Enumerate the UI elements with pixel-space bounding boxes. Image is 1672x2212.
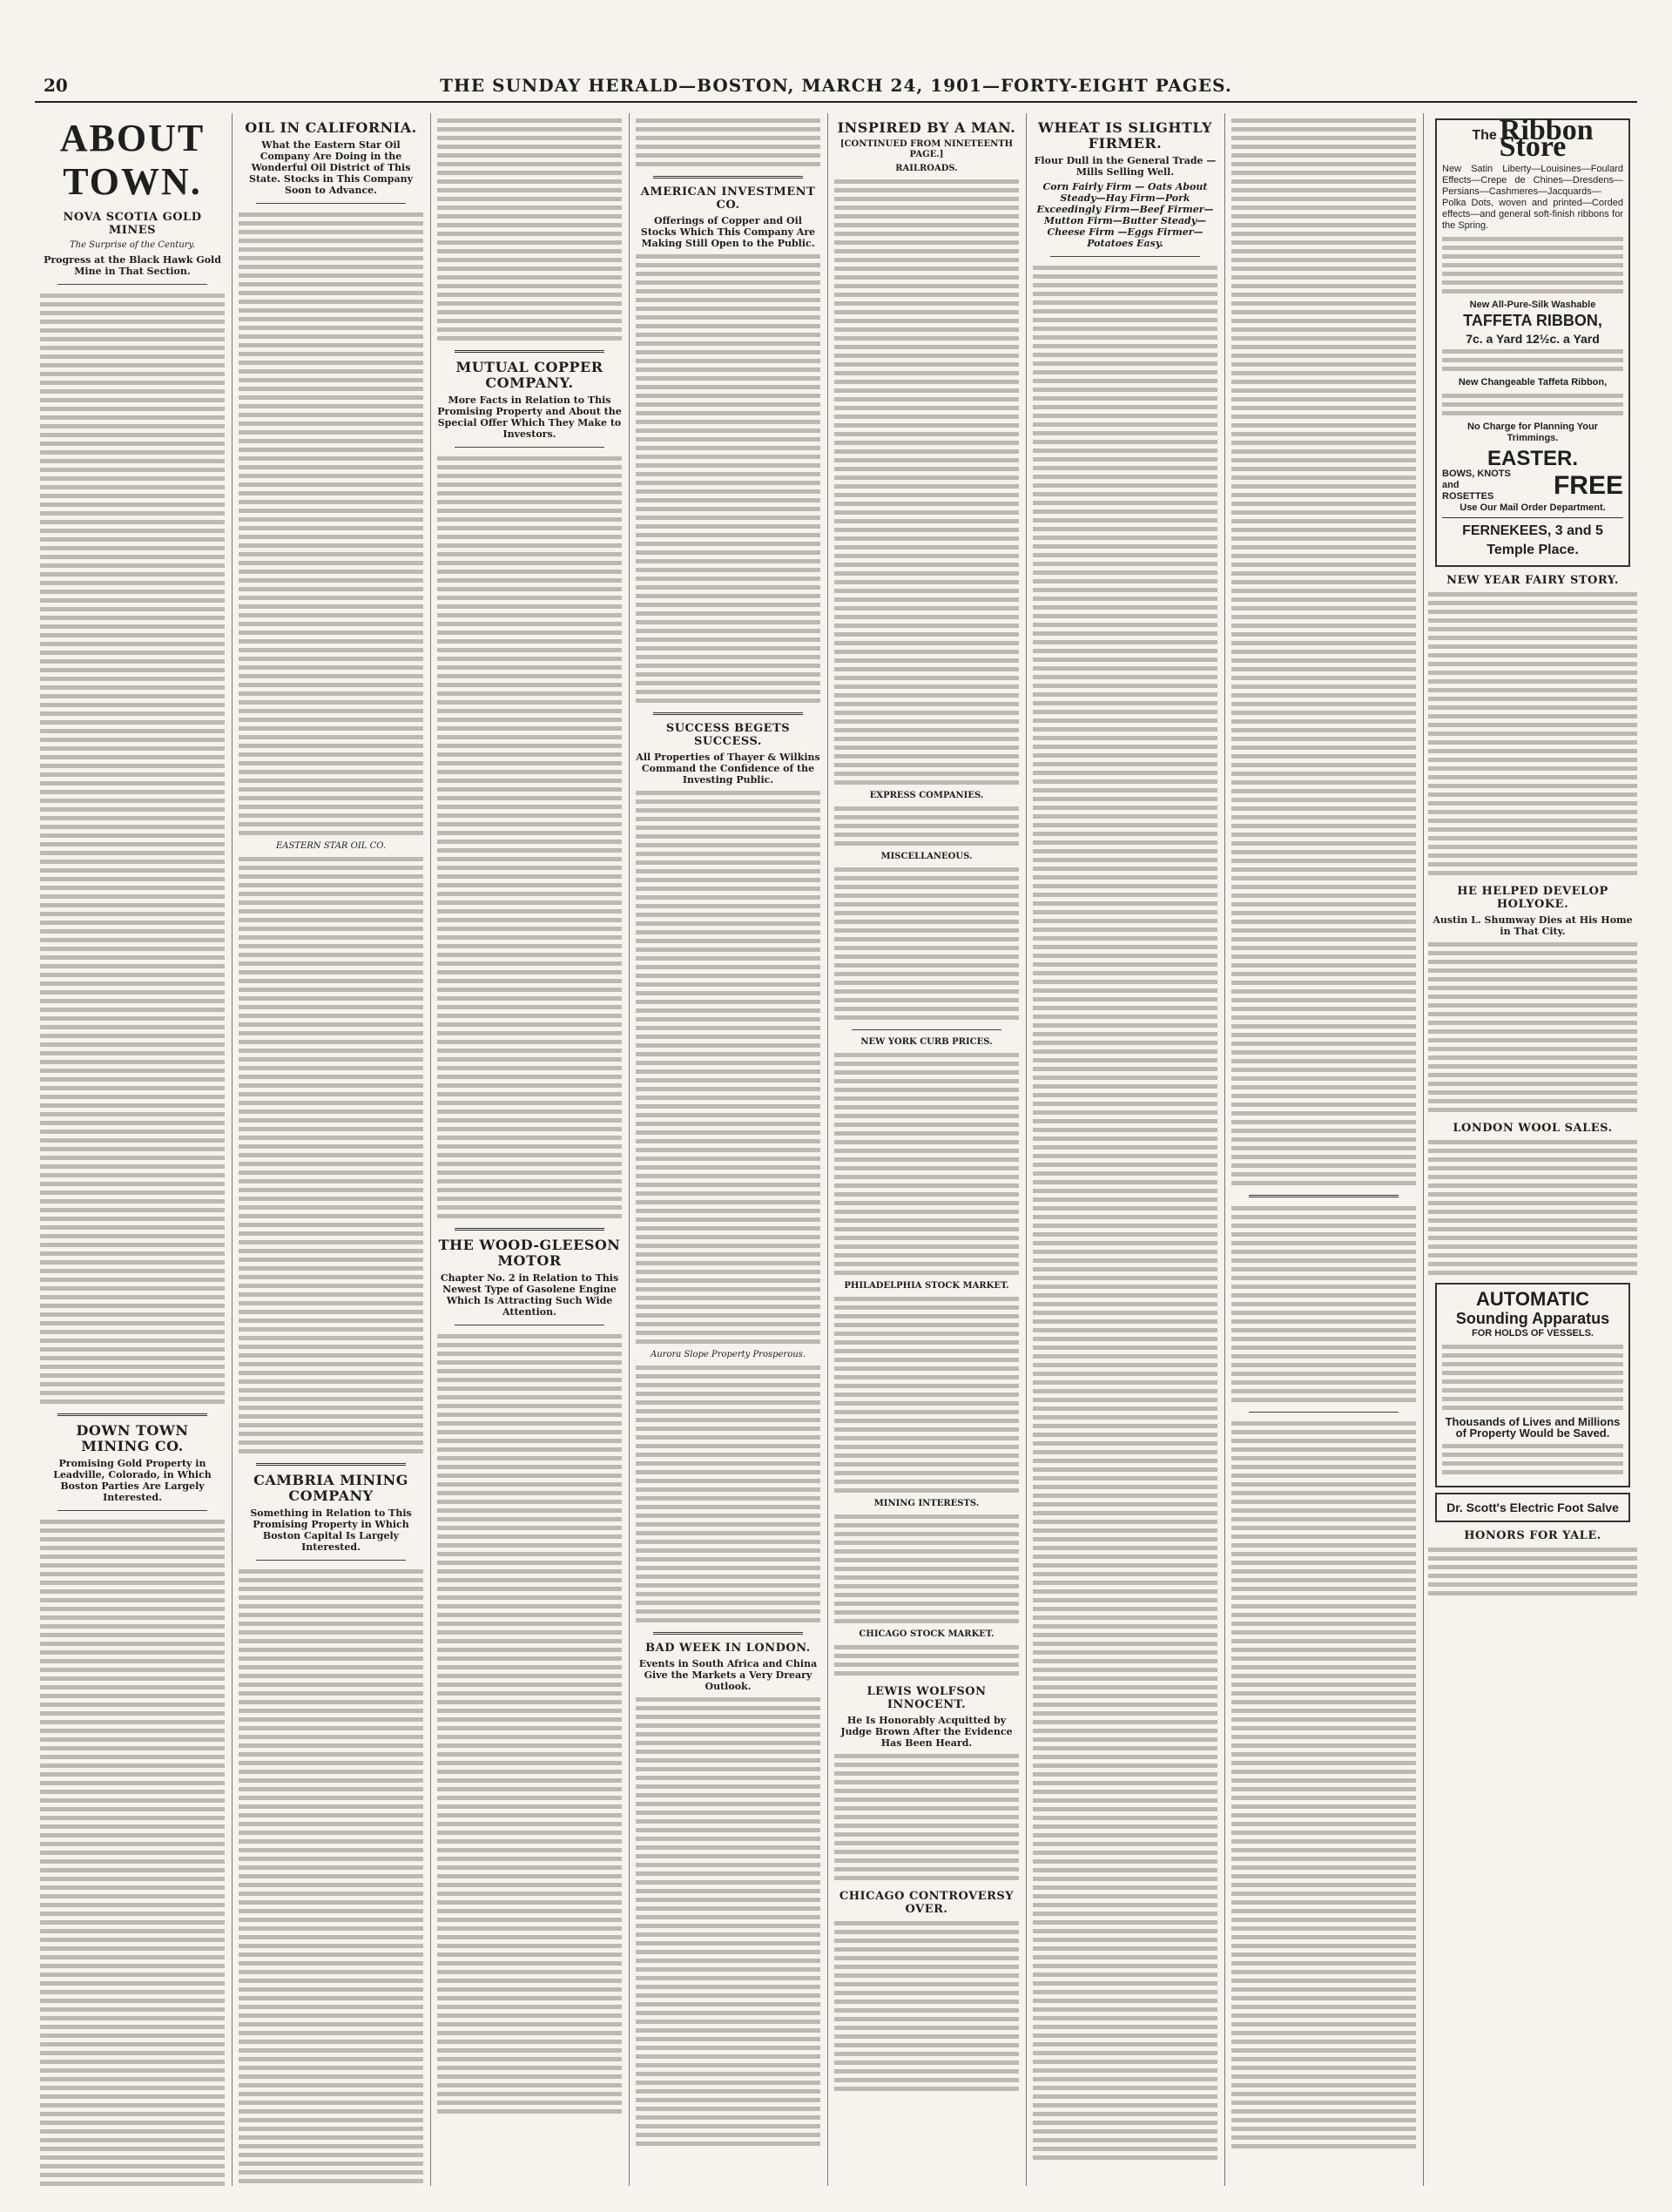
column-rule [430, 113, 431, 2186]
express-table-title: EXPRESS COMPANIES. [869, 791, 984, 800]
ribbon-store-the: The [1472, 128, 1497, 143]
nova-scotia-deck: Progress at the Black Hawk Gold Mine in That Section. [44, 254, 221, 277]
cotton-table [1231, 1204, 1416, 1405]
market-text [1231, 117, 1416, 1188]
column-7 [1231, 113, 1416, 2186]
railroads-table-title: RAILROADS. [895, 164, 958, 173]
oil-california-deck: What the Eastern Star Oil Company Are Doing in the Wonderful Oil District of This State. Stocks in This Company Soon to Advance. [249, 139, 413, 196]
success-headline: SUCCESS BEGETS SUCCESS. [665, 722, 791, 748]
article-text [1428, 1138, 1637, 1278]
sounding-apparatus-ad [1435, 1283, 1630, 1487]
wheat-headline: WHEAT IS SLIGHTLY FIRMER. [1037, 119, 1213, 152]
nova-scotia-headline: NOVA SCOTIA GOLD MINES [63, 211, 202, 237]
chicago-market-text [834, 1643, 1019, 1678]
column-2 [239, 113, 423, 2186]
express-table [834, 805, 1019, 848]
holyoke-subhead: Austin L. Shumway Dies at His Home in That City. [1433, 914, 1633, 937]
foot-salve-ad [1435, 1493, 1630, 1522]
mutual-copper-headline: MUTUAL COPPER COMPANY. [455, 359, 603, 391]
article-text [1428, 590, 1637, 878]
wheat-deck: Flour Dull in the General Trade —Mills Selling Well. [1034, 155, 1217, 178]
divider [653, 1632, 803, 1635]
bad-week-deck: Events in South Africa and China Give the Markets a Very Dreary Outlook. [638, 1658, 818, 1692]
article-text [239, 1568, 423, 2186]
mail-order-line: Use Our Mail Order Department. [1460, 502, 1606, 513]
chicago-market-title: CHICAGO STOCK MARKET. [859, 1629, 994, 1639]
continued-note: [CONTINUED FROM NINETEENTH PAGE.] [839, 139, 1014, 159]
divider [57, 1413, 207, 1416]
lives-label: Thousands of Lives and Millions of Property Would be Saved. [1445, 1415, 1621, 1440]
article-text [1033, 264, 1217, 2162]
column-3 [437, 113, 622, 2186]
column-rule [232, 113, 233, 2186]
holyoke-headline: HE HELPED DEVELOP HOLYOKE. [1457, 885, 1608, 911]
article-text [636, 117, 820, 169]
fernekees-line: FERNEKEES, 3 and 5 Temple Place. [1442, 517, 1623, 560]
railroads-table [834, 178, 1019, 787]
philadelphia-table [834, 1295, 1019, 1495]
taffeta-title: TAFFETA RIBBON, [1463, 312, 1602, 329]
column-rule [629, 113, 630, 2186]
aurora-subhead: Aurora Slope Property Prosperous. [651, 1350, 806, 1359]
divider [256, 1463, 406, 1466]
article-text [834, 1752, 1019, 1883]
taffeta-head: New All-Pure-Silk Washable [1469, 300, 1596, 310]
lewis-wolfson-deck: He Is Honorably Acquitted by Judge Brown After the Evidence Has Been Heard. [840, 1715, 1013, 1749]
eastern-star-caption: EASTERN STAR OIL CO. [275, 841, 387, 851]
article-text [40, 292, 225, 1406]
article-text [636, 789, 820, 1346]
free-label: FREE [1553, 470, 1623, 500]
philadelphia-title: PHILADELPHIA STOCK MARKET. [844, 1281, 1009, 1291]
american-investment-deck: Offerings of Copper and Oil Stocks Which This Company Are Making Still Open to the Public. [640, 215, 816, 249]
article-text [437, 1332, 622, 2116]
ad-text [1442, 1343, 1623, 1413]
column-4 [636, 113, 820, 2186]
bows-label: BOWS, KNOTS and ROSETTES [1442, 469, 1511, 502]
ribbon-store-copy: New Satin Liberty—Louisines—Foulard Effects—Crepe de Chines—Dresdens—Persians—Cashmeres—Jacquards—Polka Dots, woven and printed—Corded effects—and general soft-finish ribbons for the Spring. [1442, 164, 1623, 231]
article-text [437, 455, 622, 1221]
article-text [437, 117, 622, 343]
about-town-heading: ABOUT TOWN. [59, 117, 206, 203]
london-wool-headline: LONDON WOOL SALES. [1453, 1122, 1613, 1135]
nova-scotia-subhead: The Surprise of the Century. [69, 240, 196, 250]
page-number: 20 [44, 75, 68, 96]
masthead [35, 75, 1637, 103]
divider [455, 447, 604, 448]
article-text [636, 1364, 820, 1625]
divider [1050, 256, 1200, 257]
divider [653, 176, 803, 179]
automatic-label: AUTOMATIC [1476, 1288, 1589, 1310]
ad-text [1442, 235, 1623, 296]
curb-prices-title: NEW YORK CURB PRICES. [860, 1037, 993, 1047]
column-5 [834, 113, 1019, 2186]
cambria-mining-deck: Something in Relation to This Promising Property in Which Boston Capital Is Largely Interested. [250, 1507, 412, 1553]
chicago-controversy-headline: CHICAGO CONTROVERSY OVER. [839, 1890, 1015, 1916]
wheat-deck-2: Corn Fairly Firm — Oats About Steady—Hay Firm—Pork Exceedingly Firm—Beef Firmer—Mutton Firm—Butter Steady—Cheese Firm —Eggs Firmer—Potatoes Easy. [1036, 181, 1214, 249]
yale-headline: HONORS FOR YALE. [1464, 1529, 1601, 1542]
american-investment-headline: AMERICAN INVESTMENT CO. [640, 185, 816, 212]
column-8 [1428, 113, 1637, 2186]
article-text [636, 1696, 820, 2148]
wood-gleeson-headline: THE WOOD-GLEESON MOTOR [438, 1237, 621, 1269]
column-6 [1033, 113, 1217, 2186]
misc-table [834, 866, 1019, 1022]
article-text [1428, 1546, 1637, 1598]
cambria-mining-headline: CAMBRIA MINING COMPANY [253, 1472, 408, 1504]
divider [455, 1228, 604, 1231]
article-text [1428, 941, 1637, 1115]
downtown-mining-headline: DOWN TOWN MINING CO. [76, 1422, 189, 1454]
divider [256, 203, 406, 204]
easter-heading: EASTER. [1487, 447, 1578, 470]
bad-week-headline: BAD WEEK IN LONDON. [645, 1642, 811, 1655]
no-charge-line: No Charge for Planning Your Trimmings. [1467, 421, 1598, 443]
holds-label: FOR HOLDS OF VESSELS. [1472, 1328, 1594, 1339]
ad-text [1442, 392, 1623, 418]
downtown-mining-deck: Promising Gold Property in Leadville, Colorado, in Which Boston Parties Are Largely Interested. [53, 1458, 212, 1503]
newspaper-title: THE SUNDAY HERALD—BOSTON, MARCH 24, 1901—FORTY-EIGHT PAGES. [440, 75, 1232, 96]
mining-interests-title: MINING INTERESTS. [873, 1499, 980, 1508]
wood-gleeson-deck: Chapter No. 2 in Relation to This Newest Type of Gasolene Engine Which Is Attracting Such Wide Attention. [440, 1272, 619, 1318]
divider [653, 712, 803, 715]
divider [256, 1560, 406, 1561]
fairy-story-headline: NEW YEAR FAIRY STORY. [1446, 574, 1619, 587]
ad-text [1442, 1442, 1623, 1477]
divider [455, 350, 604, 353]
column-rule [827, 113, 828, 2186]
success-deck: All Properties of Thayer & Wilkins Command the Confidence of the Investing Public. [636, 752, 820, 786]
changeable-taffeta: New Changeable Taffeta Ribbon, [1458, 377, 1608, 388]
inspired-headline: INSPIRED BY A MAN. [837, 119, 1016, 136]
ad-text [1442, 347, 1623, 374]
column-1 [40, 113, 225, 2186]
divider [852, 1029, 1001, 1030]
curb-prices-table [834, 1051, 1019, 1278]
column-rule [1224, 113, 1225, 2186]
misc-table-title: MISCELLANEOUS. [880, 852, 973, 861]
article-text [239, 855, 423, 1456]
column-rule [1026, 113, 1027, 2186]
article-text [834, 1919, 1019, 2094]
article-text [636, 253, 820, 705]
oil-california-headline: OIL IN CALIFORNIA. [245, 119, 417, 136]
ribbon-store-title: Ribbon Store [1499, 114, 1594, 163]
foot-salve-title: Dr. Scott's Electric Foot Salve [1446, 1501, 1619, 1514]
taffeta-price: 7c. a Yard 12½c. a Yard [1466, 332, 1600, 346]
divider [1249, 1195, 1399, 1197]
sounding-label: Sounding Apparatus [1455, 1310, 1610, 1327]
article-text [40, 1518, 225, 2186]
mining-interests-text [834, 1513, 1019, 1626]
market-text [1231, 1420, 1416, 2151]
article-text [239, 211, 423, 838]
divider [57, 284, 207, 285]
lewis-wolfson-headline: LEWIS WOLFSON INNOCENT. [866, 1685, 987, 1711]
column-rule [1423, 113, 1424, 2186]
divider [1249, 1412, 1399, 1413]
ribbon-store-ad [1435, 114, 1630, 567]
divider [57, 1510, 207, 1511]
mutual-copper-deck: More Facts in Relation to This Promising Property and About the Special Offer Which They Make to Investors. [437, 395, 622, 440]
